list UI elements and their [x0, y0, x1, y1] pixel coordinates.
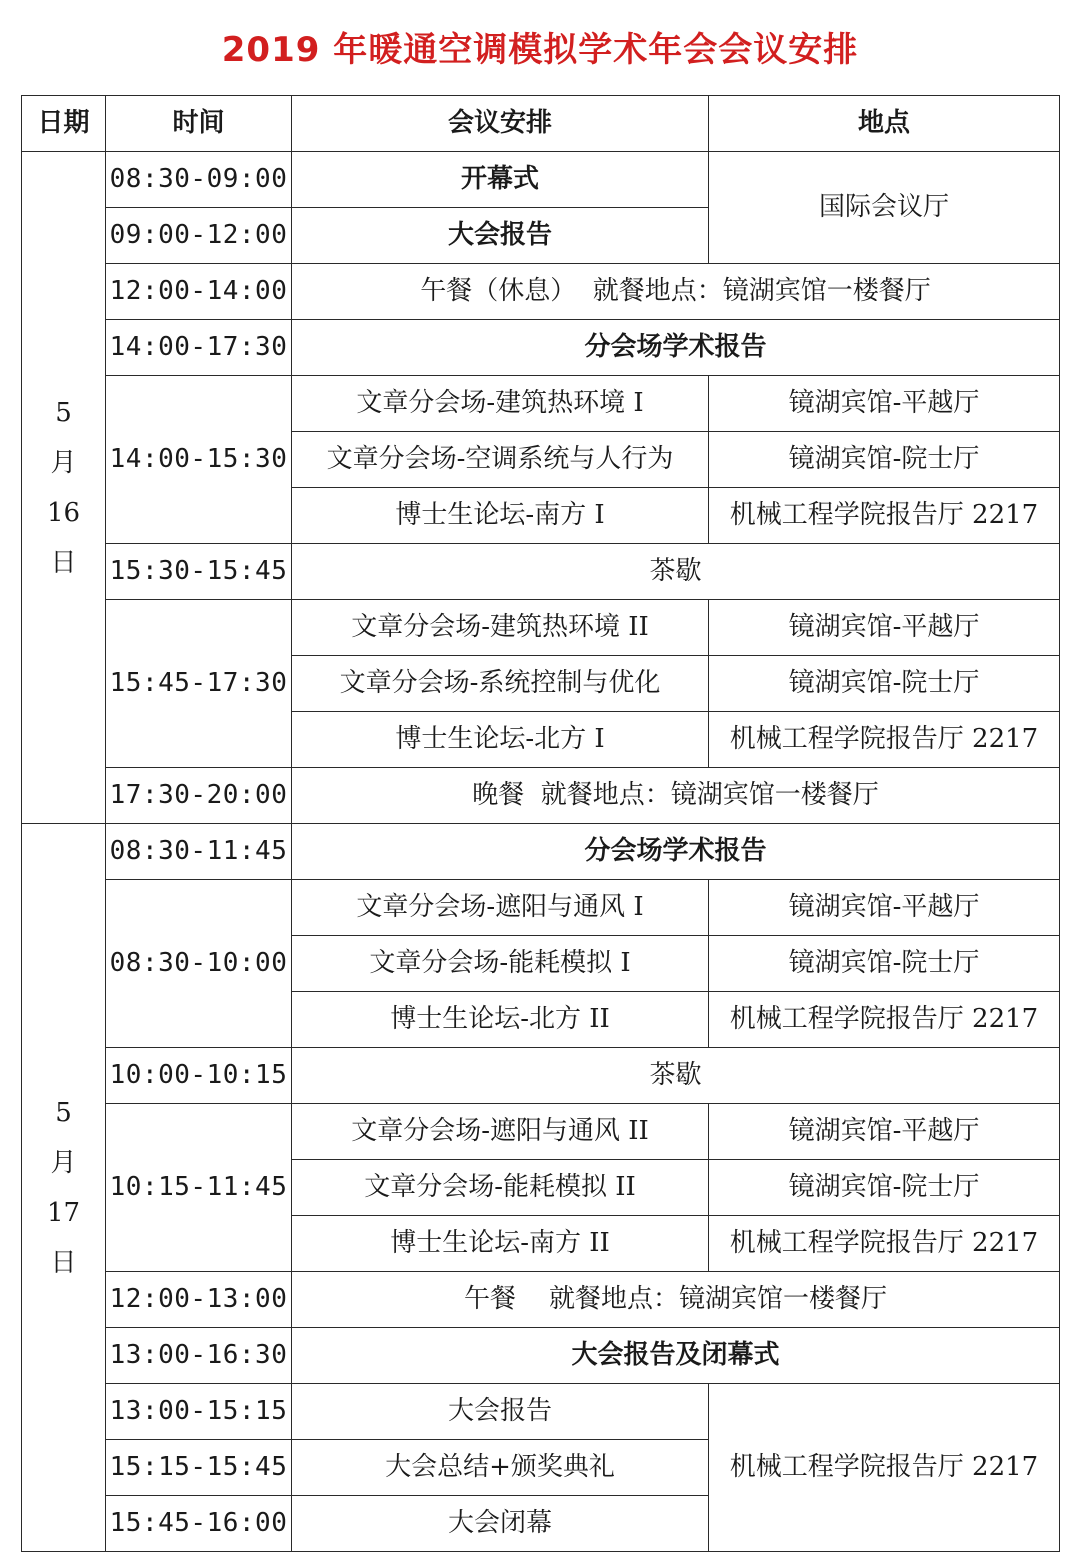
location-cell: 机械工程学院报告厅 2217 — [709, 488, 1060, 544]
agenda-cell: 文章分会场-系统控制与优化 — [292, 656, 709, 712]
agenda-cell: 博士生论坛-南方 II — [292, 1216, 709, 1272]
time-cell: 13:00-15:15 — [106, 1384, 292, 1440]
table-row — [22, 824, 1060, 880]
table-row — [22, 1048, 1060, 1104]
table-row — [22, 544, 1060, 600]
agenda-cell: 大会闭幕 — [292, 1496, 709, 1552]
time-cell: 09:00-12:00 — [106, 208, 292, 264]
time-cell: 08:30-09:00 — [106, 152, 292, 208]
agenda-cell: 文章分会场-空调系统与人行为 — [292, 432, 709, 488]
agenda-cell: 博士生论坛-北方 I — [292, 712, 709, 768]
location-cell: 镜湖宾馆-平越厅 — [709, 600, 1060, 656]
agenda-cell: 茶歇 — [292, 1048, 1060, 1104]
time-cell: 13:00-16:30 — [106, 1328, 292, 1384]
header-location: 地点 — [709, 96, 1060, 152]
header-row — [22, 96, 1060, 152]
agenda-cell: 文章分会场-遮阳与通风 II — [292, 1104, 709, 1160]
time-cell: 15:45-16:00 — [106, 1496, 292, 1552]
location-cell: 机械工程学院报告厅 2217 — [709, 1216, 1060, 1272]
agenda-cell: 分会场学术报告 — [292, 824, 1060, 880]
agenda-cell: 博士生论坛-北方 II — [292, 992, 709, 1048]
time-cell: 14:00-17:30 — [106, 320, 292, 376]
location-cell: 机械工程学院报告厅 2217 — [709, 1384, 1060, 1552]
agenda-cell: 午餐 就餐地点：镜湖宾馆一楼餐厅 — [292, 1272, 1060, 1328]
table-row — [22, 1384, 1060, 1440]
time-cell: 10:15-11:45 — [106, 1104, 292, 1272]
table-row — [22, 880, 1060, 936]
location-cell: 国际会议厅 — [709, 152, 1060, 264]
agenda-cell: 大会总结+颁奖典礼 — [292, 1440, 709, 1496]
location-cell: 镜湖宾馆-平越厅 — [709, 376, 1060, 432]
location-cell: 镜湖宾馆-平越厅 — [709, 880, 1060, 936]
table-row — [22, 768, 1060, 824]
time-cell: 12:00-14:00 — [106, 264, 292, 320]
agenda-cell: 大会报告 — [292, 1384, 709, 1440]
location-cell: 机械工程学院报告厅 2217 — [709, 992, 1060, 1048]
date-cell-day1: 5 月 16 日 — [22, 152, 106, 824]
location-cell: 镜湖宾馆-院士厅 — [709, 656, 1060, 712]
location-cell: 镜湖宾馆-院士厅 — [709, 432, 1060, 488]
table-row — [22, 600, 1060, 656]
schedule-table — [21, 95, 1060, 1552]
agenda-cell: 文章分会场-建筑热环境 II — [292, 600, 709, 656]
table-row — [22, 264, 1060, 320]
location-cell: 机械工程学院报告厅 2217 — [709, 712, 1060, 768]
header-time: 时间 — [106, 96, 292, 152]
agenda-cell: 文章分会场-建筑热环境 I — [292, 376, 709, 432]
agenda-cell: 大会报告 — [292, 208, 709, 264]
time-cell: 15:45-17:30 — [106, 600, 292, 768]
agenda-cell: 大会报告及闭幕式 — [292, 1328, 1060, 1384]
time-cell: 12:00-13:00 — [106, 1272, 292, 1328]
agenda-cell: 开幕式 — [292, 152, 709, 208]
table-row — [22, 1272, 1060, 1328]
time-cell: 08:30-11:45 — [106, 824, 292, 880]
table-row — [22, 152, 1060, 208]
agenda-cell: 博士生论坛-南方 I — [292, 488, 709, 544]
table-row — [22, 376, 1060, 432]
table-row — [22, 1104, 1060, 1160]
table-row — [22, 320, 1060, 376]
time-cell: 15:30-15:45 — [106, 544, 292, 600]
table-row — [22, 1328, 1060, 1384]
agenda-cell: 午餐（休息） 就餐地点：镜湖宾馆一楼餐厅 — [292, 264, 1060, 320]
time-cell: 14:00-15:30 — [106, 376, 292, 544]
date-cell-day2: 5 月 17 日 — [22, 824, 106, 1552]
time-cell: 08:30-10:00 — [106, 880, 292, 1048]
location-cell: 镜湖宾馆-院士厅 — [709, 936, 1060, 992]
agenda-cell: 文章分会场-能耗模拟 I — [292, 936, 709, 992]
time-cell: 10:00-10:15 — [106, 1048, 292, 1104]
header-date: 日期 — [22, 96, 106, 152]
agenda-cell: 茶歇 — [292, 544, 1060, 600]
page-title: 2019 年暖通空调模拟学术年会会议安排 — [221, 30, 859, 70]
time-cell: 17:30-20:00 — [106, 768, 292, 824]
agenda-cell: 文章分会场-遮阳与通风 I — [292, 880, 709, 936]
agenda-cell: 分会场学术报告 — [292, 320, 1060, 376]
agenda-cell: 晚餐 就餐地点：镜湖宾馆一楼餐厅 — [292, 768, 1060, 824]
header-agenda: 会议安排 — [292, 96, 709, 152]
location-cell: 镜湖宾馆-院士厅 — [709, 1160, 1060, 1216]
agenda-cell: 文章分会场-能耗模拟 II — [292, 1160, 709, 1216]
time-cell: 15:15-15:45 — [106, 1440, 292, 1496]
location-cell: 镜湖宾馆-平越厅 — [709, 1104, 1060, 1160]
